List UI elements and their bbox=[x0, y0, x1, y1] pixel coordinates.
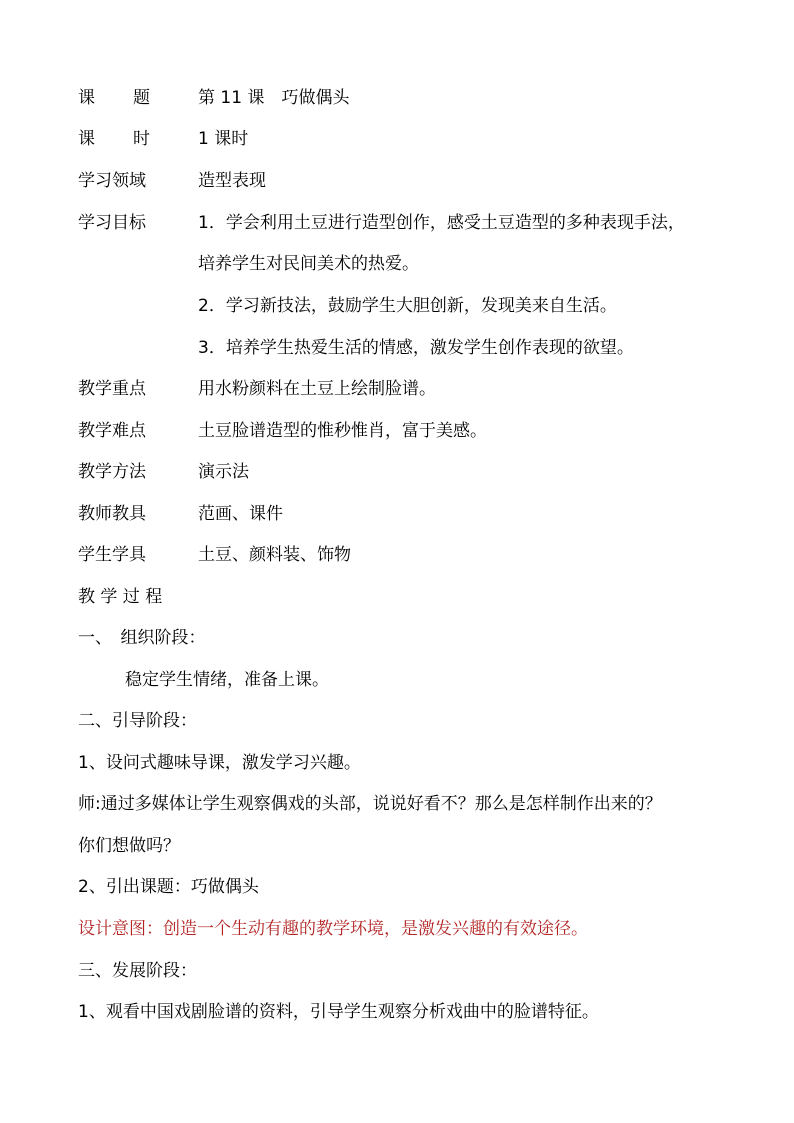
difficulties-label: 教学难点 bbox=[78, 421, 146, 441]
stage-3-title: 三、发展阶段： bbox=[78, 961, 197, 981]
label-ke2: 课 bbox=[78, 129, 95, 149]
method-label: 教学方法 bbox=[78, 462, 146, 482]
objective-1-line-1: 1．学会利用土豆进行造型创作，感受土豆造型的多种表现手法， bbox=[198, 213, 685, 233]
stage-1-title: 一、 组织阶段： bbox=[78, 628, 206, 648]
lesson-hours-value: 1 课时 bbox=[198, 129, 249, 149]
stage-2-item-1: 1、设问式趣味导课，激发学习兴趣。 bbox=[78, 753, 361, 773]
teacher-aids-label: 教师教具 bbox=[78, 504, 146, 524]
stage-2-teacher-line-2: 你们想做吗？ bbox=[78, 836, 180, 856]
stage-2-teacher-line-1: 师:通过多媒体让学生观察偶戏的头部，说说好看不？那么是怎样制作出来的？ bbox=[78, 794, 662, 814]
student-tools-value: 土豆、颜料装、饰物 bbox=[198, 545, 351, 565]
study-area-value: 造型表现 bbox=[198, 171, 266, 191]
objective-3: 3．培养学生热爱生活的情感，激发学生创作表现的欲望。 bbox=[198, 338, 634, 358]
difficulties-value: 土豆脸谱造型的惟秒惟肖，富于美感。 bbox=[198, 421, 487, 441]
label-ke: 课 bbox=[78, 88, 95, 108]
process-heading: 教 学 过 程 bbox=[78, 587, 163, 607]
stage-1-text: 稳定学生情绪，准备上课。 bbox=[125, 670, 329, 690]
stage-2-item-2: 2、引出课题：巧做偶头 bbox=[78, 877, 259, 897]
objective-1-line-2: 培养学生对民间美术的热爱。 bbox=[198, 254, 419, 274]
lesson-title-value: 第 11 课 巧做偶头 bbox=[198, 88, 350, 108]
stage-3-item-1: 1、观看中国戏剧脸谱的资料，引导学生观察分析戏曲中的脸谱特征。 bbox=[78, 1002, 599, 1022]
label-shi: 时 bbox=[133, 129, 150, 149]
key-points-label: 教学重点 bbox=[78, 379, 146, 399]
method-value: 演示法 bbox=[198, 462, 249, 482]
objectives-label: 学习目标 bbox=[78, 213, 146, 233]
key-points-value: 用水粉颜料在土豆上绘制脸谱。 bbox=[198, 379, 436, 399]
study-area-label: 学习领域 bbox=[78, 171, 146, 191]
design-intent: 设计意图：创造一个生动有趣的教学环境，是激发兴趣的有效途径。 bbox=[78, 919, 588, 939]
teacher-aids-value: 范画、课件 bbox=[198, 504, 283, 524]
label-ti: 题 bbox=[133, 88, 150, 108]
objective-2: 2．学习新技法，鼓励学生大胆创新，发现美来自生活。 bbox=[198, 296, 617, 316]
student-tools-label: 学生学具 bbox=[78, 545, 146, 565]
stage-2-title: 二、引导阶段： bbox=[78, 711, 197, 731]
